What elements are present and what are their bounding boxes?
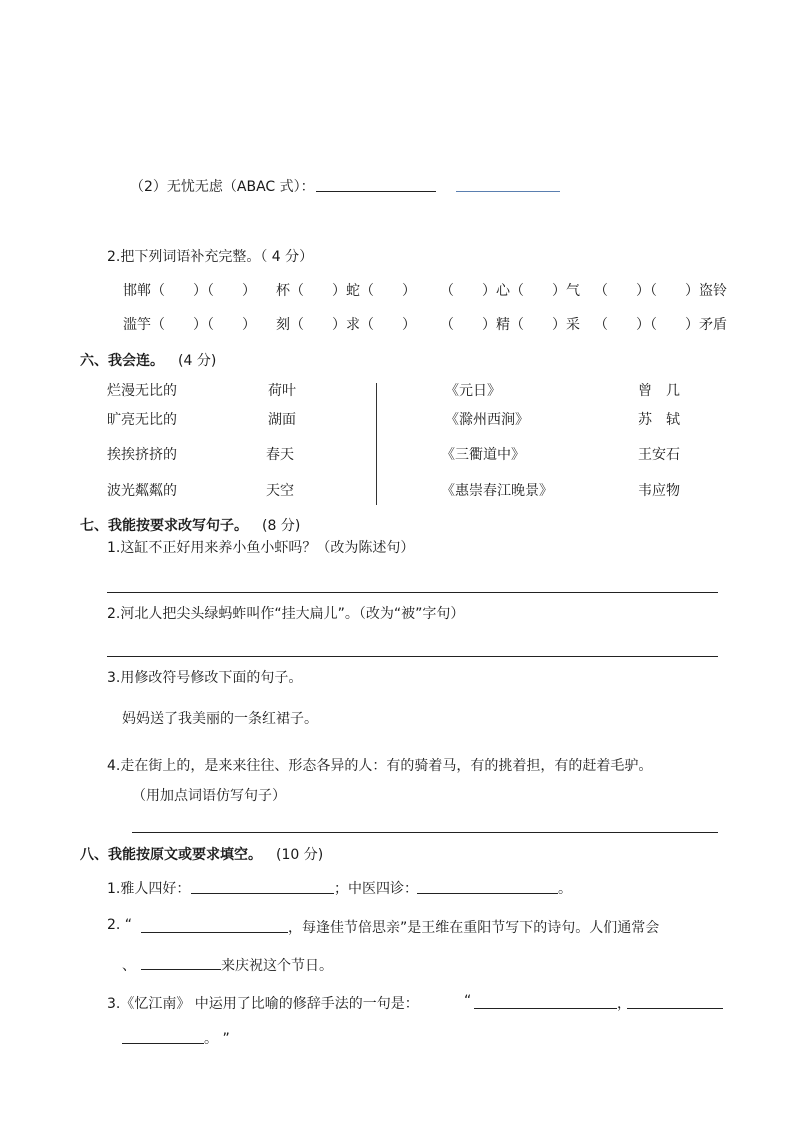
column-divider (376, 383, 377, 505)
q8-1-end: 。 (558, 881, 572, 897)
match-col3-item: 《三衢道中》 (441, 447, 525, 463)
answer-blank[interactable] (191, 893, 334, 894)
answer-blank[interactable] (417, 893, 558, 894)
answer-line[interactable] (107, 592, 718, 593)
q7-2: 2.河北人把尖头绿蚂蚱叫作“挂大扁儿”。（改为“被”字句） (107, 606, 465, 622)
section-6-heading (80, 350, 216, 370)
match-col4-item: 王安石 (638, 447, 680, 463)
idiom-item: （ ）精（ ）采 (440, 317, 580, 333)
q5-2-label: 2.把下列词语补充完整。（ 4 分） (107, 249, 314, 265)
q5-1-2-label: （2）无忧无虑（ABAC 式）： (130, 179, 315, 195)
answer-blank[interactable] (141, 932, 288, 933)
answer-line[interactable] (132, 832, 718, 833)
q8-3-comma: ， (617, 996, 631, 1012)
section-score: (10 分) (276, 847, 324, 863)
q7-1: 1.这缸不正好用来养小鱼小虾吗？（改为陈述句） (107, 540, 415, 556)
q8-3-label: 3.《忆江南》 中运用了比喻的修辞手法的一句是： (107, 996, 419, 1012)
match-col2-item: 湖面 (268, 412, 296, 428)
answer-blank[interactable] (316, 191, 436, 192)
section-title: 八、我能按原文或要求填空。 (80, 847, 262, 863)
q7-3-sentence: 妈妈送了我美丽的一条红裙子。 (122, 711, 318, 727)
answer-line[interactable] (107, 656, 718, 657)
answer-blank[interactable] (474, 1008, 617, 1009)
q8-3-end: 。 ” (204, 1031, 230, 1047)
match-col3-item: 《滁州西涧》 (445, 412, 529, 428)
idiom-item: （ ）（ ）盗铃 (594, 283, 727, 299)
section-score: (8 分) (262, 518, 301, 534)
idiom-item: （ ）心（ ）气 (440, 283, 580, 299)
q7-4-note: （用加点词语仿写句子） (132, 788, 286, 804)
match-col4-item: 曾 几 (638, 383, 680, 399)
answer-blank[interactable] (122, 1043, 204, 1044)
q7-3: 3.用修改符号修改下面的句子。 (107, 670, 303, 686)
idiom-item: （ ）（ ）矛盾 (594, 317, 727, 333)
q8-2-line2-a: 、 (122, 958, 136, 974)
answer-blank[interactable] (627, 1008, 723, 1009)
q7-4: 4.走在街上的，是来来往往、形态各异的人：有的骑着马，有的挑着担，有的赶着毛驴。 (107, 758, 653, 774)
q8-1-label-a: 1.雅人四好： (107, 881, 191, 897)
section-title: 七、我能按要求改写句子。 (80, 518, 248, 534)
match-col3-item: 《惠崇春江晚景》 (441, 483, 553, 499)
q8-2-line2-b: 来庆祝这个节日。 (221, 958, 333, 974)
q8-3-quote: “ (464, 993, 472, 1009)
answer-blank[interactable] (141, 969, 221, 970)
answer-blank[interactable] (456, 191, 560, 192)
idiom-item: 邯郸（ ）（ ） (123, 283, 256, 299)
match-col1-item: 烂漫无比的 (107, 383, 177, 399)
match-col4-item: 韦应物 (638, 483, 680, 499)
idiom-item: 杯（ ）蛇（ ） (276, 283, 416, 299)
match-col2-item: 荷叶 (268, 383, 296, 399)
match-col1-item: 挨挨挤挤的 (107, 447, 177, 463)
match-col2-item: 天空 (266, 483, 294, 499)
idiom-item: 滥竽（ ）（ ） (123, 317, 256, 333)
section-score: (4 分) (178, 353, 217, 369)
section-title: 六、我会连。 (80, 353, 164, 369)
match-col1-item: 波光粼粼的 (107, 483, 177, 499)
q8-2-text: ，每逢佳节倍思亲”是王维在重阳节写下的诗句。人们通常会 (288, 920, 660, 936)
idiom-item: 刻（ ）求（ ） (276, 317, 416, 333)
match-col4-item: 苏 轼 (638, 412, 680, 428)
match-col2-item: 春天 (266, 447, 294, 463)
match-col3-item: 《元日》 (445, 383, 501, 399)
section-7-heading (80, 515, 300, 535)
section-8-heading (80, 844, 323, 864)
match-col1-item: 旷亮无比的 (107, 412, 177, 428)
q8-1-label-b: ；中医四诊： (334, 881, 418, 897)
q8-2-open: 2. “ (107, 917, 133, 933)
